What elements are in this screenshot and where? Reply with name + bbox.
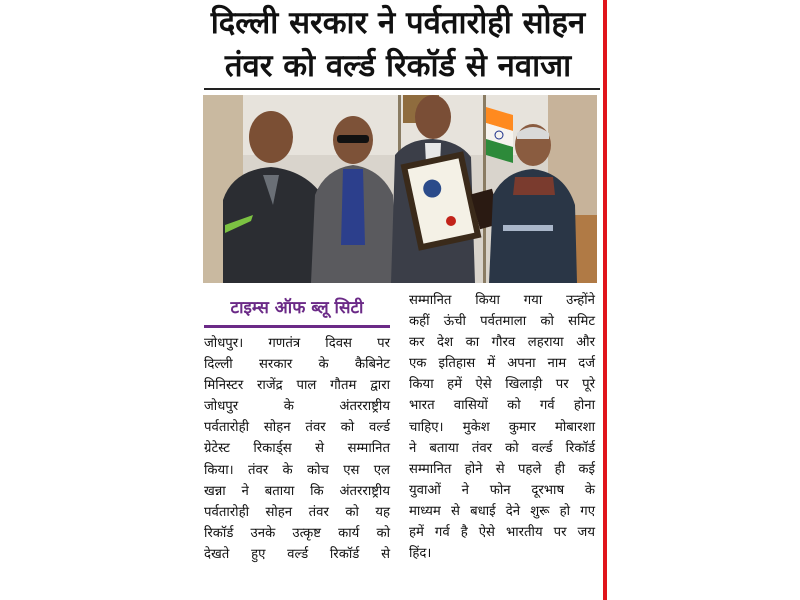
article-line: किया हमें ऐसे खिलाड़ी पर पूरे	[409, 377, 595, 393]
article-line: हमें गर्व है ऐसे भारतीय पर जय	[409, 525, 595, 541]
article-line: सम्मानित होने से पहले ही कई	[409, 461, 595, 477]
article-line: किया। तंवर के कोच एस एल	[204, 462, 390, 478]
news-photo	[203, 95, 597, 283]
article-line: जोधपुर के अंतरराष्ट्रीय	[204, 399, 390, 415]
article-line: सम्मानित किया गया उन्होंने	[409, 293, 595, 308]
article-line: देखते हुए वर्ल्ड रिकॉर्ड से	[204, 546, 390, 562]
article-line: ग्रेटेस्ट रिकार्ड्स से सम्मानित	[204, 441, 390, 457]
byline-underline	[204, 325, 390, 328]
award-ceremony-photo	[203, 95, 597, 283]
article-line: कर देश का गौरव लहराया और	[409, 335, 595, 351]
headline-divider	[204, 88, 600, 90]
article-line: खन्ना ने बताया कि अंतरराष्ट्रीय	[204, 483, 390, 499]
article-line: कहीं ऊंची पर्वतमाला को समिट	[409, 314, 595, 330]
headline-line-2: तंवर को वर्ल्ड रिकॉर्ड से नवाजा	[224, 48, 572, 84]
article-line: ने बताया तंवर को वर्ल्ड रिकॉर्ड	[409, 440, 595, 456]
article-line: जोधपुर। गणतंत्र दिवस पर	[204, 336, 390, 351]
article-line: मिनिस्टर राजेंद्र पाल गौतम द्वारा	[204, 378, 390, 394]
article-line: दिल्ली सरकार के कैबिनेट	[204, 357, 390, 373]
article-line: चाहिए। मुकेश कुमार मोबारशा	[409, 419, 595, 435]
article-column-right	[409, 290, 595, 564]
article-line: युवाओं ने फोन दूरभाष के	[409, 482, 595, 498]
byline: टाइम्स ऑफ ब्लू सिटी	[230, 298, 364, 318]
red-column-border	[603, 0, 607, 600]
article-line: माध्यम से बधाई देने शुरू हो गए	[409, 503, 595, 519]
article-line: एक इतिहास में अपना नाम दर्ज	[409, 356, 595, 372]
article-line: रिकॉर्ड उनके उत्कृष्ट कार्य को	[204, 525, 390, 541]
article-line: भारत वासियों को गर्व होना	[409, 398, 595, 414]
headline	[198, 2, 598, 88]
article-column-left	[204, 333, 390, 565]
article-line: हिंद।	[409, 546, 432, 562]
article-line: पर्वतारोही सोहन तंवर को यह	[204, 504, 390, 520]
headline-line-1: दिल्ली सरकार ने पर्वतारोही सोहन	[210, 5, 586, 41]
article-line: पर्वतारोही सोहन तंवर को वर्ल्ड	[204, 420, 390, 436]
